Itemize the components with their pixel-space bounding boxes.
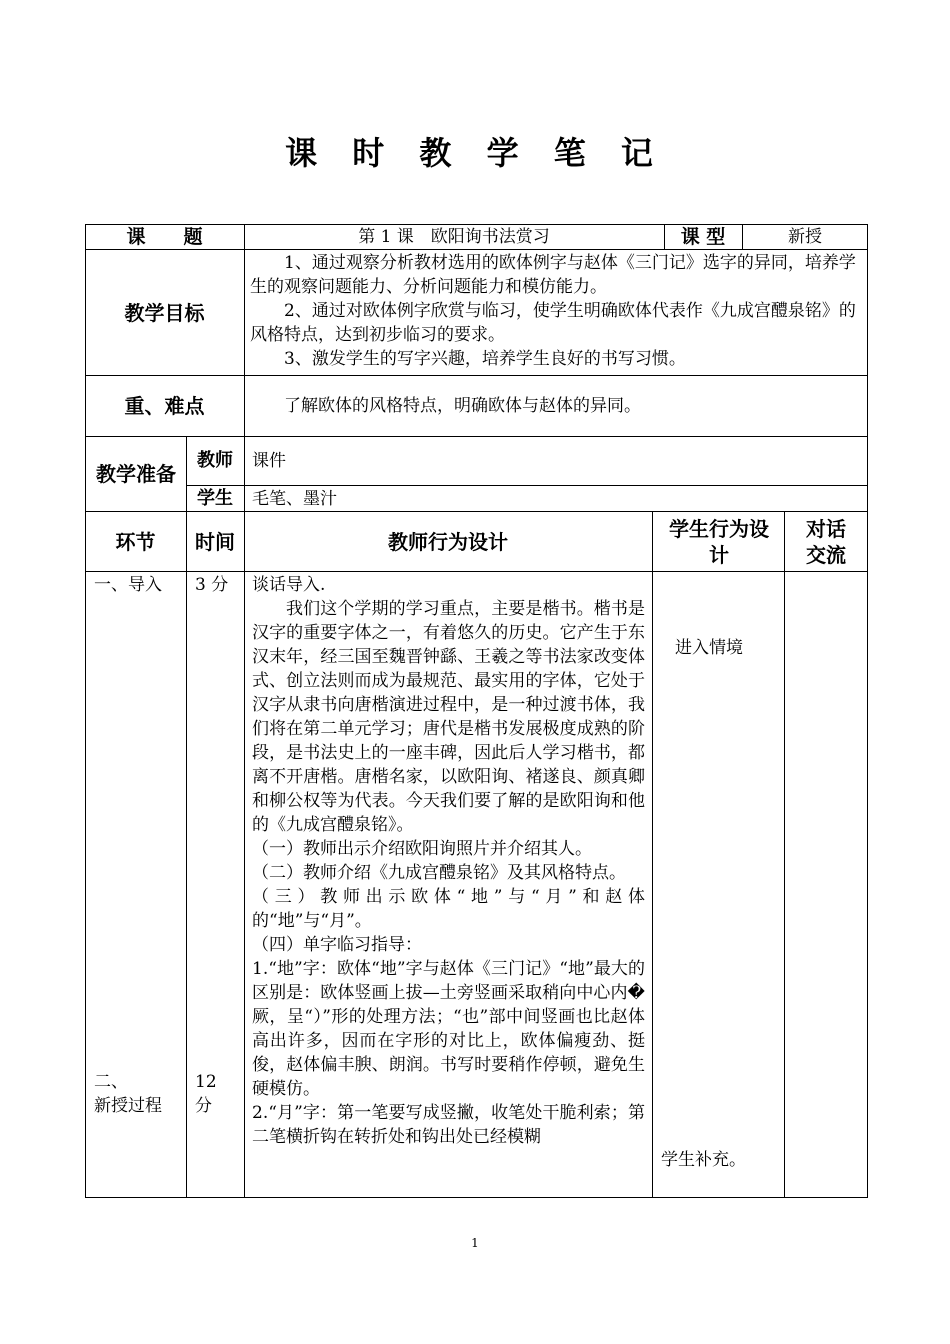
section-new-name: 新授过程 [94,1096,162,1116]
col-teacher-header: 教师行为设计 [388,529,508,554]
key-points-label: 重、难点 [124,394,205,418]
topic-label: 课 题 [126,226,203,248]
objective-item: 3、激发学生的写字兴趣，培养学生良好的书写习惯。 [284,349,686,369]
teacher-design-content [252,573,645,1195]
section-intro: 一、导入 [94,575,162,595]
student-prep-value: 毛笔、墨汁 [252,488,337,509]
key-points-content [250,376,862,436]
student-intro: 进入情境 [675,638,743,658]
col-student-header: 学生行为设 计 [669,516,769,567]
time-intro: 3 分 [195,575,229,595]
preparation-label: 教学准备 [96,462,176,486]
teacher-line: （三）教师出示欧体“地”与“月”和赵体的“地”与“月”。 [252,887,645,931]
col-dialogue-header: 对话交流 [806,516,846,567]
teacher-line: 我们这个学期的学习重点，主要是楷书。楷书是汉字的重要字体之一，有着悠久的历史。它产生于东汉末年，经三国至魏晋钟繇、王羲之等书法家改变体式、创立法则而成为最规范、最实用的字体，它处于汉字从隶书向唐楷演进过程中，是一种过渡书体，我们将在第二单元学习；唐代是楷书发展极度成熟的阶段，是书法史上的一座丰碑，因此后人学习楷书，都离不开唐楷。唐楷名家，以欧阳询、褚遂良、颜真卿和柳公权等为代表。今天我们要了解的是欧阳询和他的《九成宫醴泉铭》。 [252,599,645,835]
teacher-line: （一）教师出示介绍欧阳询照片并介绍其人。 [252,839,592,859]
student-prep-label: 学生 [197,487,233,509]
student-new: 学生补充。 [661,1150,746,1170]
teacher-line: 1.“地”字：欧体“地”字与赵体《三门记》“地”最大的区别是：欧体竖画上拔—土旁竖画采取稍向中心内�厥，呈“）”形的处理方法；“也”部中间竖画也比赵体高出许多，因而在字形的对比上，欧体偏瘦劲、挺俊，赵体偏丰腴、朗润。书写时要稍作停顿，避免生硬模仿。 [252,959,645,1099]
teacher-line: 谈话导入. [252,575,326,595]
lesson-table [85,224,868,1198]
key-points-text: 了解欧体的风格特点，明确欧体与赵体的异同。 [284,396,641,416]
teacher-prep-label: 教师 [197,450,233,471]
topic-value: 第 1 课 欧阳询书法赏习 [358,227,550,247]
objectives-label: 教学目标 [124,300,205,325]
objective-item: 1、通过观察分析教材选用的欧体例字与赵体《三门记》选字的异同，培养学生的观察问题能力、分析问题能力和模仿能力。 [250,253,856,297]
objectives-content [250,251,862,375]
objective-item: 2、通过对欧体例字欣赏与临习，使学生明确欧体代表作《九成宫醴泉铭》的风格特点，达到初步临习的要求。 [250,301,856,345]
page-number: 1 [471,1236,479,1250]
teacher-line: 2.“月”字：第一笔要写成竖撇，收笔处干脆利索；第二笔横折钩在转折处和钩出处已经模糊 [252,1103,645,1147]
teacher-line: （二）教师介绍《九成宫醴泉铭》及其风格特点。 [252,863,626,883]
teacher-line: （四）单字临习指导： [252,935,422,955]
type-value: 新授 [788,227,822,247]
page-title: 课 时 教 学 笔 记 [285,134,665,172]
time-new-number: 12 [195,1072,217,1092]
time-new-unit: 分 [195,1096,212,1116]
section-new-number: 二、 [94,1072,128,1092]
teacher-prep-value: 课件 [252,451,286,471]
col-section-header: 环节 [115,529,156,554]
col-time-header: 时间 [195,529,235,554]
type-label: 课 型 [680,226,726,248]
